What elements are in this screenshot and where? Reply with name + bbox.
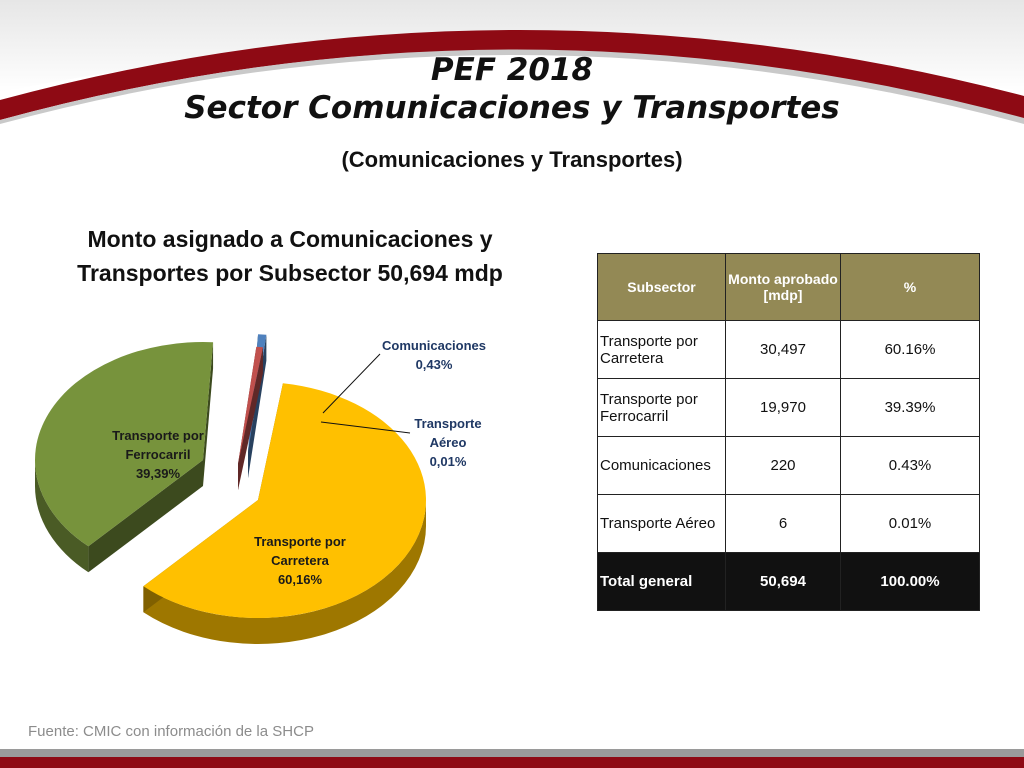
- pie-label-transporte-a-reo: Transporte Aéreo 0,01%: [414, 416, 482, 469]
- cell-subsector: Transporte Aéreo: [598, 495, 726, 553]
- pie-slice-face: [238, 347, 263, 490]
- cell-monto: 220: [726, 437, 841, 495]
- table-header-row: [598, 254, 980, 321]
- pie-label-comunicaciones: Comunicaciones 0,43%: [381, 338, 487, 372]
- pie-label-transporte-por-ferrocarril: Transporte por Ferrocarril 39,39%: [112, 428, 204, 481]
- cell-total-label: Total general: [598, 553, 726, 611]
- cell-percent: 60.16%: [841, 321, 980, 379]
- cell-percent: 39.39%: [841, 379, 980, 437]
- table-total-row: [598, 553, 980, 611]
- chart-title: Monto asignado a Comunicaciones y Transportes por Subsector 50,694 mdp: [77, 226, 503, 286]
- pie-slice-top: [35, 342, 213, 546]
- pie-slice-transporte-a-reo: [238, 347, 263, 490]
- table-row: [598, 379, 980, 437]
- cell-subsector: Transporte por Carretera: [598, 321, 726, 379]
- cell-monto: 30,497: [726, 321, 841, 379]
- header-subsector: Subsector: [598, 254, 726, 321]
- pie-label-transporte-por-carretera: Transporte por Carretera 60,16%: [254, 534, 346, 587]
- cell-percent: 0.01%: [841, 495, 980, 553]
- cell-monto: 19,970: [726, 379, 841, 437]
- subsector-table: [597, 253, 980, 611]
- table-row: [598, 437, 980, 495]
- footer-gray-bar: [0, 749, 1024, 757]
- page-subtitle: (Comunicaciones y Transportes): [341, 147, 683, 172]
- table-row: [598, 321, 980, 379]
- cell-total-monto: 50,694: [726, 553, 841, 611]
- cell-monto: 6: [726, 495, 841, 553]
- header-percent: %: [841, 254, 980, 321]
- source-note: Fuente: CMIC con información de la SHCP: [28, 723, 314, 740]
- page-title-sector: Sector Comunicaciones y Transportes: [184, 90, 840, 126]
- cell-subsector: Transporte por Ferrocarril: [598, 379, 726, 437]
- cell-percent: 0.43%: [841, 437, 980, 495]
- cell-subsector: Comunicaciones: [598, 437, 726, 495]
- header-monto: Monto aprobado [mdp]: [726, 254, 841, 321]
- cell-total-percent: 100.00%: [841, 553, 980, 611]
- footer-red-bar: [0, 757, 1024, 768]
- page-title: PEF 2018: [430, 52, 594, 88]
- pie-chart: [0, 300, 560, 670]
- table-row: [598, 495, 980, 553]
